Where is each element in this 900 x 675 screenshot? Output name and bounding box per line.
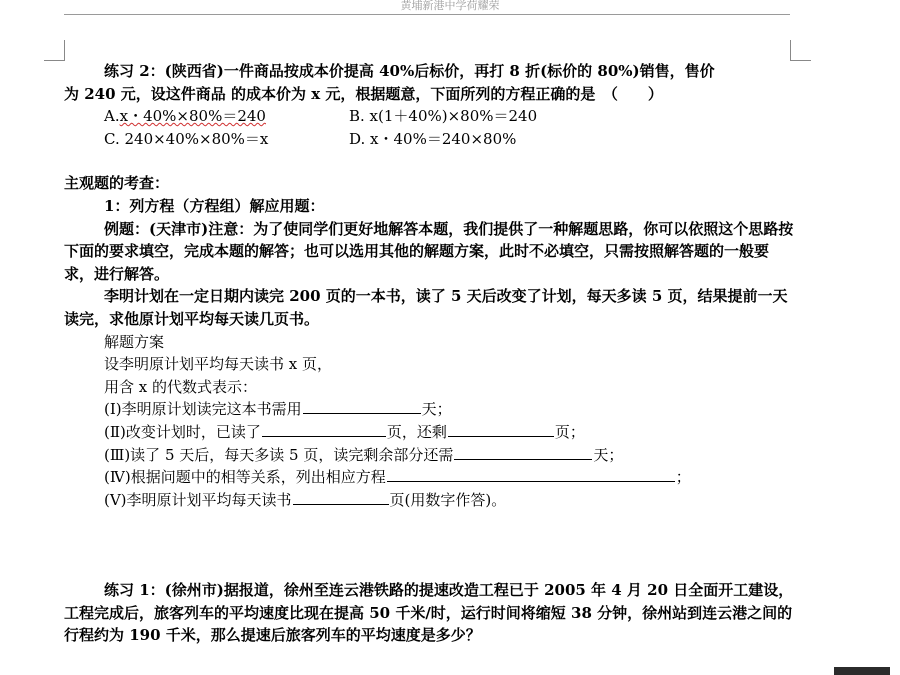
step-2-suffix: 页； <box>554 422 585 441</box>
step-1-suffix: 天； <box>421 400 452 419</box>
practice1-paragraph: 练习 1：(徐州市)据报道，徐州至连云港铁路的提速改造工程已于 2005 年 4 月 20 日全面开工建设，工程完成后，旅客列车的平均速度比现在提高 50 千米/时，运行时间将缩短 38 分钟，徐州站到连云港之间的行程约为 190 千米，那么提速后旅客列车的平均速度是多少？ <box>64 581 794 645</box>
margin-corner-mark-right <box>790 40 811 61</box>
answer-blank-1[interactable] <box>303 399 421 414</box>
step-2-text: (Ⅱ)改变计划时，已读了 <box>104 422 261 441</box>
step-4-suffix: ； <box>675 468 691 487</box>
practice2-options-row2 <box>64 128 794 151</box>
option-b: B. x(1＋40%)×80%＝240 <box>349 107 538 126</box>
plan-title: 解题方案 <box>104 332 165 351</box>
step-3 <box>64 444 794 467</box>
practice2-stem-line1: 练习 2：(陕西省)一件商品按成本价提高 40%后标价，再打 8 折(标价的 80%)销售，售价 <box>104 62 715 80</box>
section-subheading: 1：列方程（方程组）解应用题： <box>104 196 325 215</box>
spacer <box>64 150 794 172</box>
option-c: C. 240×40%×80%＝x <box>104 129 269 148</box>
option-d: D. x・40%＝240×80% <box>349 129 517 148</box>
example-paragraph: 例题：(天津市)注意：为了使同学们更好地解答本题，我们提供了一种解题思路，你可以依照这个思路按下面的要求填空，完成本题的解答；也可以选用其他的解题方案，此时不必填空，只需按照解答题的一般要求，进行解答。 <box>64 219 794 283</box>
practice2-stem-line2: 为 240 元，设这件商品 的成本价为 x 元，根据题意，下面所列的方程正确的是 （ ） <box>64 84 663 103</box>
option-a <box>64 105 349 128</box>
problem-paragraph: 李明计划在一定日期内读完 200 页的一本书，读了 5 天后改变了计划，每天多读 5 页，结果提前一天读完，求他原计划平均每天读几页书。 <box>64 287 788 328</box>
step-1-text: (Ⅰ)李明原计划读完这本书需用 <box>104 400 302 419</box>
margin-corner-mark-left <box>44 40 65 61</box>
step-3-text: (Ⅲ)读了 5 天后，每天多读 5 页，读完剩余部分还需 <box>104 445 454 464</box>
step-1 <box>64 398 794 421</box>
spacer <box>64 511 794 579</box>
section-heading: 主观题的考查： <box>64 174 170 193</box>
practice2-options-row1 <box>64 105 794 128</box>
step-2 <box>64 421 794 444</box>
step-5-suffix: 页(用数字作答)。 <box>389 490 507 509</box>
step-5-text: (Ⅴ)李明原计划平均每天读书 <box>104 490 292 509</box>
answer-blank-2b[interactable] <box>448 422 554 437</box>
step-3-suffix: 天； <box>593 445 624 464</box>
step-4 <box>64 466 794 489</box>
plan-express: 用含 x 的代数式表示： <box>104 377 257 396</box>
page-header-title: 黄埔新港中学荷耀荣 <box>400 0 500 12</box>
answer-blank-2a[interactable] <box>262 422 386 437</box>
answer-blank-4[interactable] <box>387 467 675 482</box>
step-5 <box>64 489 794 512</box>
header-divider <box>64 14 790 15</box>
document-body <box>64 60 794 647</box>
option-a-letter: A. <box>104 107 120 126</box>
answer-blank-5[interactable] <box>293 490 389 505</box>
answer-blank-3[interactable] <box>454 445 592 460</box>
step-2-middle: 页，还剩 <box>386 422 447 441</box>
status-bar-fragment <box>834 667 890 675</box>
plan-let: 设李明原计划平均每天读书 x 页， <box>104 355 332 374</box>
option-a-expression: x・40%×80%＝240 <box>119 107 266 126</box>
step-4-text: (Ⅳ)根据问题中的相等关系，列出相应方程 <box>104 468 386 487</box>
